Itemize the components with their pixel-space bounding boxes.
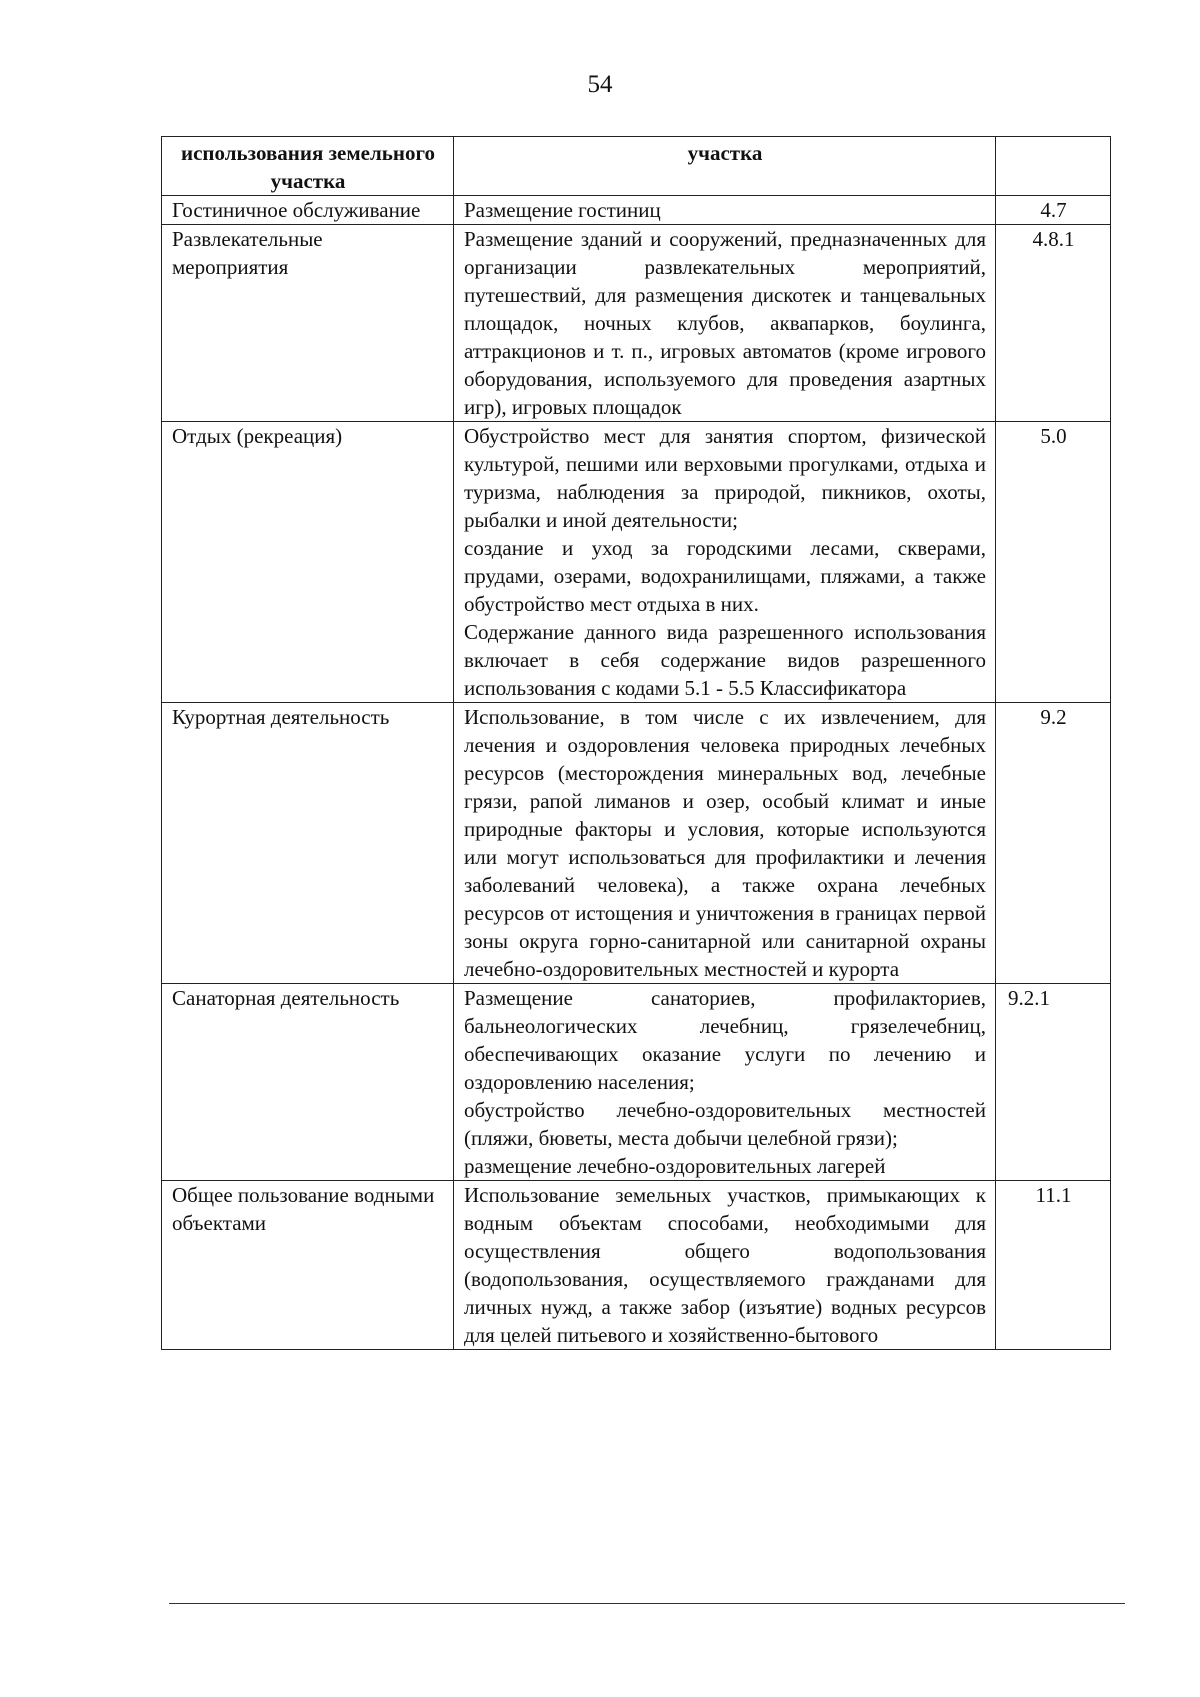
row-name: Курортная деятельность bbox=[162, 703, 454, 984]
header-code bbox=[996, 137, 1111, 196]
row-code: 9.2.1 bbox=[996, 984, 1111, 1181]
description-paragraph: Использование, в том числе с их извлечением, для лечения и оздоровления человека природных лечебных ресурсов (месторождения минеральных вод, лечебные грязи, рапой лиманов и озер, особый климат и иные природные факторы и условия, которые используются или могут использоваться для профилактики и лечения заболеваний человека), а также охрана лечебных ресурсов от истощения и уничтожения в границах первой зоны округа горно-санитарной или санитарной охраны лечебно-оздоровительных местностей и курорта bbox=[464, 705, 986, 981]
description-paragraph: Обустройство мест для занятия спортом, физической культурой, пешими или верховыми прогулками, отдыха и туризма, наблюдения за природой, пикников, охоты, рыбалки и иной деятельности; bbox=[464, 424, 986, 532]
description-paragraph: размещение лечебно-оздоровительных лагерей bbox=[464, 1154, 886, 1178]
row-name: Гостиничное обслуживание bbox=[162, 196, 454, 225]
row-description bbox=[454, 984, 996, 1181]
footer-divider bbox=[169, 1603, 1125, 1604]
row-description bbox=[454, 703, 996, 984]
row-description bbox=[454, 196, 996, 225]
row-code: 9.2 bbox=[996, 703, 1111, 984]
description-paragraph: Содержание данного вида разрешенного использования включает в себя содержание видов разрешенного использования с кодами 5.1 - 5.5 Классификатора bbox=[464, 620, 986, 700]
description-paragraph: Размещение зданий и сооружений, предназначенных для организации развлекательных мероприятий, путешествий, для размещения дискотек и танцевальных площадок, ночных клубов, аквапарков, боулинга, аттракционов и т. п., игровых автоматов (кроме игрового оборудования, используемого для проведения азартных игр), игровых площадок bbox=[464, 227, 986, 419]
table-row bbox=[162, 422, 1111, 703]
table-row bbox=[162, 1181, 1111, 1350]
description-paragraph: Размещение санаториев, профилакториев, бальнеологических лечебниц, грязелечебниц, обеспечивающих оказание услуги по лечению и оздоровлению населения; bbox=[464, 986, 986, 1094]
row-name: Санаторная деятельность bbox=[162, 984, 454, 1181]
description-paragraph: Размещение гостиниц bbox=[464, 198, 661, 222]
row-code: 11.1 bbox=[996, 1181, 1111, 1350]
row-name: Развлекательные мероприятия bbox=[162, 225, 454, 422]
table-row bbox=[162, 196, 1111, 225]
row-name: Общее пользование водными объектами bbox=[162, 1181, 454, 1350]
row-code: 5.0 bbox=[996, 422, 1111, 703]
row-name: Отдых (рекреация) bbox=[162, 422, 454, 703]
header-land-use-name: использования земельного участка bbox=[162, 137, 454, 196]
row-description bbox=[454, 1181, 996, 1350]
description-paragraph: создание и уход за городскими лесами, скверами, прудами, озерами, водохранилищами, пляжами, а также обустройство мест отдыха в них. bbox=[464, 536, 986, 616]
description-paragraph: обустройство лечебно-оздоровительных местностей (пляжи, бюветы, места добычи целебной грязи); bbox=[464, 1098, 986, 1150]
table-row bbox=[162, 225, 1111, 422]
table-row bbox=[162, 703, 1111, 984]
row-code: 4.8.1 bbox=[996, 225, 1111, 422]
page-number: 54 bbox=[587, 71, 613, 98]
row-code: 4.7 bbox=[996, 196, 1111, 225]
table-header-row bbox=[162, 137, 1111, 196]
description-paragraph: Использование земельных участков, примыкающих к водным объектам способами, необходимыми для осуществления общего водопользования (водопользования, осуществляемого гражданами для личных нужд, а также забор (изъятие) водных ресурсов для целей питьевого и хозяйственно-бытового bbox=[464, 1183, 986, 1347]
land-use-table bbox=[161, 136, 1111, 1350]
row-description bbox=[454, 225, 996, 422]
row-description bbox=[454, 422, 996, 703]
table-row bbox=[162, 984, 1111, 1181]
header-land-use-description: участка bbox=[454, 137, 996, 196]
